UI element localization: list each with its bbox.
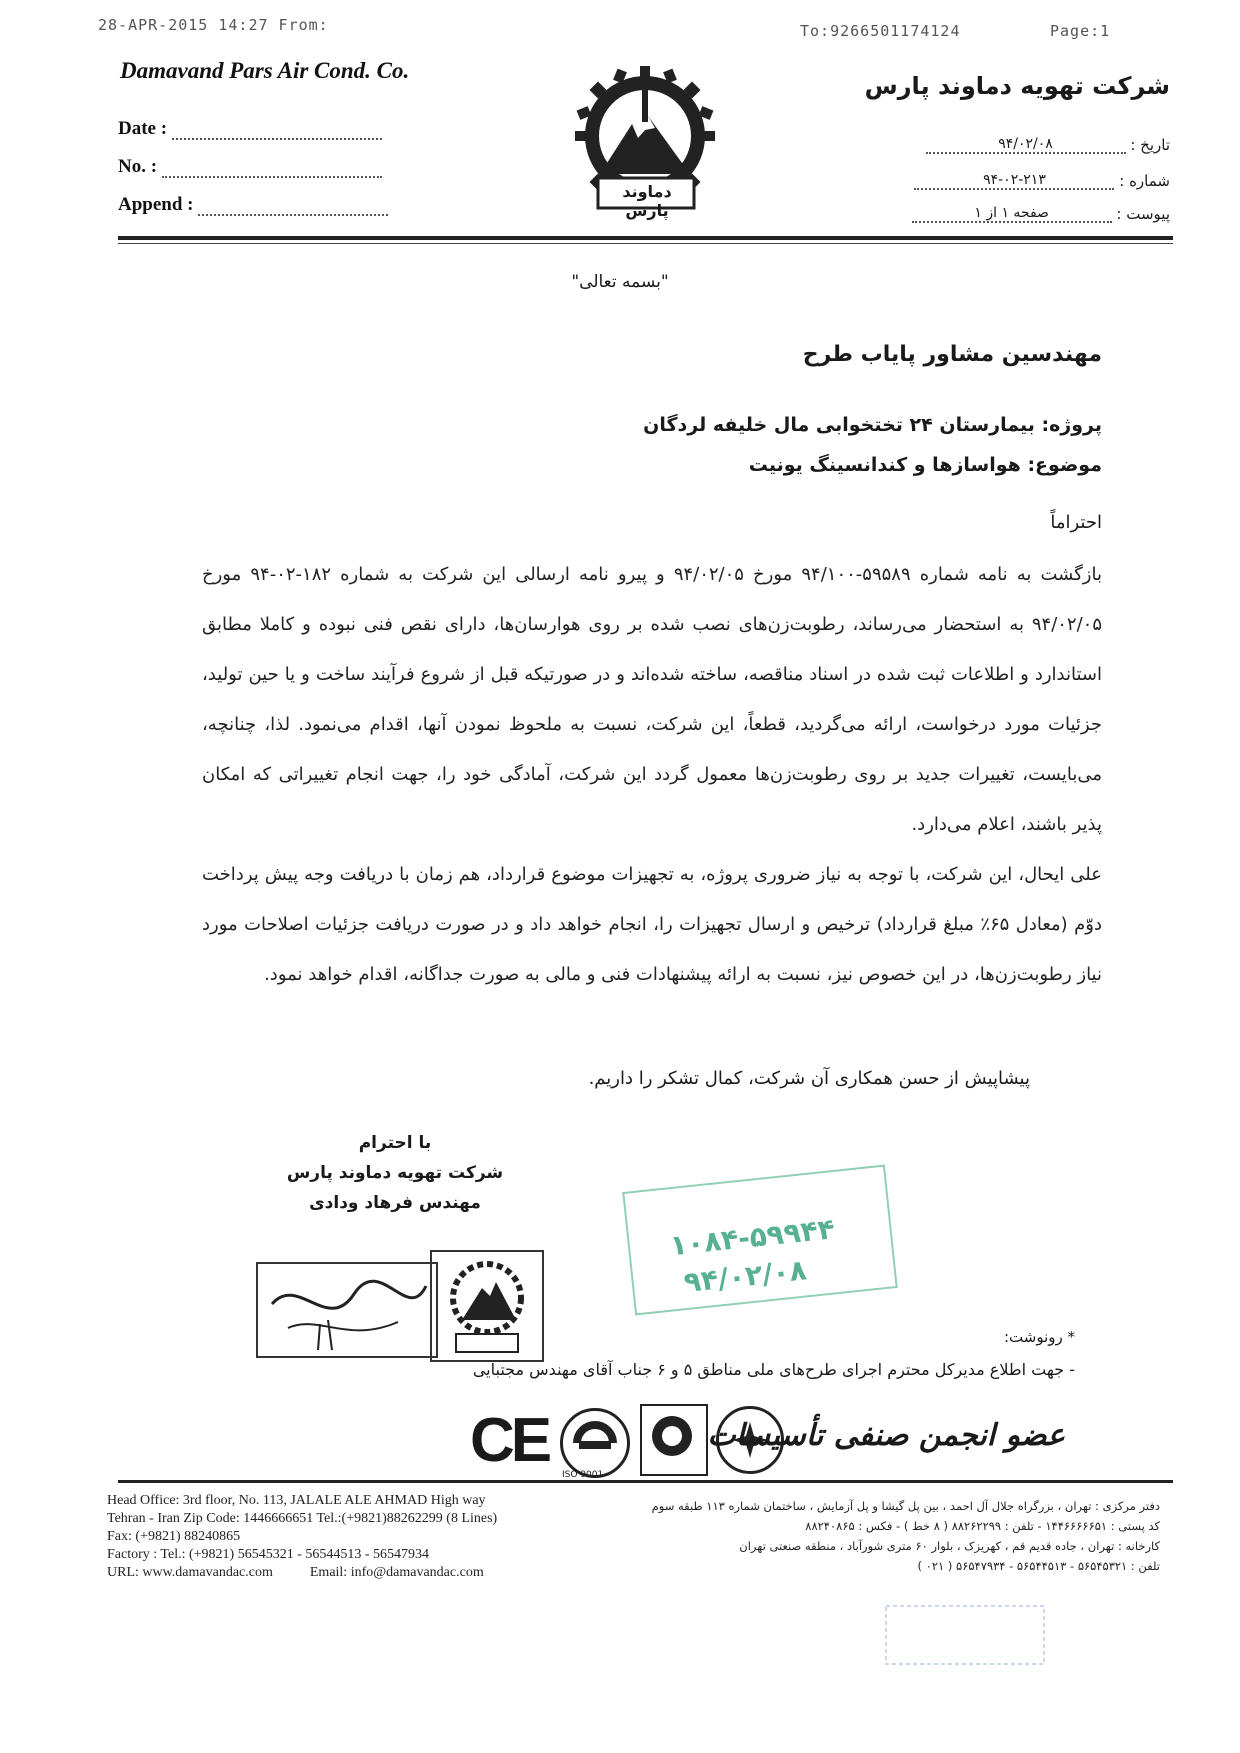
date-label: Date : bbox=[118, 118, 168, 139]
quality-mark-icon bbox=[640, 1404, 708, 1476]
date-field bbox=[118, 118, 382, 140]
number-label: No. : bbox=[118, 156, 158, 177]
footer-fa-line1: دفتر مرکزی : تهران ، بزرگراه جلال آل احمد ، بین پل گیشا و پل آزمایش ، ساختمان شماره ۱۱۳ طبقه سوم bbox=[651, 1499, 1160, 1513]
date-value-fa: ۹۴/۰۲/۰۸ bbox=[926, 136, 1126, 154]
append-label: Append : bbox=[118, 194, 194, 215]
logo-text: دماوند پارس bbox=[622, 182, 672, 220]
footer-rule bbox=[118, 1480, 1173, 1483]
number-label-fa: شماره : bbox=[1119, 172, 1170, 190]
invocation: "بسمه تعالی" bbox=[571, 272, 669, 292]
footer-fa-line4: تلفن : ۵۶۵۴۵۳۲۱ - ۵۶۵۴۴۵۱۳ - ۵۶۵۴۷۹۳۴ ( ۰۲۱ ) bbox=[917, 1559, 1160, 1573]
project-line: پروژه: بیمارستان ۲۴ تختخوابی مال خلیفه لردگان bbox=[643, 414, 1102, 436]
footer-url: URL: www.damavandac.com bbox=[107, 1565, 273, 1580]
cc-line: - جهت اطلاع مدیرکل محترم اجرای طرح‌های ملی مناطق ۵ و ۶ جناب آقای مهندس مجتبایی bbox=[472, 1360, 1075, 1379]
footer-en-line5 bbox=[107, 1564, 627, 1582]
faint-stamp bbox=[880, 1600, 1050, 1670]
company-stamp bbox=[256, 1262, 438, 1358]
footer-fa bbox=[560, 1496, 1160, 1576]
number-field-fa bbox=[870, 172, 1170, 190]
subject-line: موضوع: هواسازها و کندانسینگ یونیت bbox=[748, 454, 1102, 476]
ce-mark-icon: CE bbox=[470, 1406, 549, 1475]
received-date: ۹۴/۰۲/۰۸ bbox=[682, 1253, 809, 1300]
footer-en-line4: Factory : Tel.: (+9821) 56545321 - 56544513 - 56547934 bbox=[107, 1547, 430, 1562]
greeting: احتراماً bbox=[1050, 512, 1102, 533]
append-field bbox=[118, 194, 388, 216]
footer-en-line3: Fax: (+9821) 88240865 bbox=[107, 1529, 241, 1544]
fax-datetime: 28-APR-2015 14:27 From: bbox=[98, 16, 329, 34]
cc-label: * رونوشت: bbox=[1003, 1328, 1075, 1346]
number-value-fa: ۹۴-۰۲-۲۱۳ bbox=[914, 172, 1114, 190]
thanks-line: پیشاپیش از حسن همکاری آن شرکت، کمال تشکر را داریم. bbox=[588, 1068, 1030, 1089]
paragraph-1: بازگشت به نامه شماره ۵۹۵۸۹-۹۴/۱۰۰ مورخ ۹۴/۰۲/۰۵ و پیرو نامه ارسالی این شرکت به شماره ۱۸۲-۰۲-۹۴ مورخ ۹۴/۰۲/۰۵ به استحضار می‌رساند، رطوبت‌زن‌های نصب شده بر روی هوارسان‌ها، دارای نقص فنی نبوده و کاملا مطابق استاندارد و اطلاعات ثبت شده در اسناد مناقصه، ساخته شده‌اند و در صورتیکه قبل از شروع فرآیند ساخت و یا حین تولید، جزئیات مورد درخواست، ارائه می‌گردید، قطعاً، این شرکت، نسبت به ملحوظ نمودن آنها، اقدام می‌نمود. لذا، چنانچه، می‌بایست، تغییرات جدید بر روی رطوبت‌زن‌ها معمول گردد این شرکت، آمادگی خود را، جهت انجام تغییراتی که امکان پذیر باشند، اعلام می‌دارد. bbox=[202, 564, 1102, 835]
date-label-fa: تاریخ : bbox=[1130, 136, 1170, 154]
signer-company: شرکت تهویه دماوند پارس bbox=[286, 1163, 504, 1183]
membership-text: عضو انجمن صنفی تأسیسات bbox=[707, 1418, 1065, 1453]
header-rule-thin bbox=[118, 243, 1173, 244]
received-stamp bbox=[622, 1165, 898, 1316]
logo-stamp bbox=[430, 1250, 544, 1362]
iso-label: ISO 9001 bbox=[562, 1470, 604, 1480]
attach-label-fa: پیوست : bbox=[1116, 205, 1170, 223]
footer-email: Email: info@damavandac.com bbox=[309, 1565, 484, 1580]
company-logo bbox=[560, 66, 730, 226]
fax-page: Page:1 bbox=[1050, 22, 1111, 40]
footer-fa-line3: کارخانه : تهران ، جاده قدیم قم ، کهریزک ، بلوار ۶۰ متری شورآباد ، منطقه صنعتی تهران bbox=[739, 1539, 1160, 1553]
company-name-en: Damavand Pars Air Cond. Co. bbox=[120, 58, 410, 83]
signature-block bbox=[280, 1128, 510, 1218]
footer-en-line2: Tehran - Iran Zip Code: 1446666651 Tel.:(+9821)88262299 (8 Lines) bbox=[107, 1511, 498, 1526]
fax-recipient: To:9266501174124 bbox=[800, 22, 961, 40]
company-name-fa: شرکت تهویه دماوند پارس bbox=[864, 72, 1170, 100]
standard-mark-icon bbox=[560, 1408, 630, 1478]
header-rule bbox=[118, 236, 1173, 240]
attach-value-fa: صفحه ۱ از ۱ bbox=[912, 205, 1112, 223]
handwritten-signature-icon bbox=[258, 1264, 436, 1356]
footer-fa-line2: کد پستی : ۱۴۴۶۶۶۶۶۵۱ - تلفن : ۸۸۲۶۲۲۹۹ ( ۸ خط ) - فکس : ۸۸۲۴۰۸۶۵ bbox=[805, 1519, 1160, 1533]
footer-en-line1: Head Office: 3rd floor, No. 113, JALALE ALE AHMAD High way bbox=[107, 1493, 486, 1508]
attach-field-fa bbox=[870, 205, 1170, 223]
footer-en bbox=[107, 1492, 627, 1582]
recipient: مهندسین مشاور پایاب طرح bbox=[802, 342, 1102, 367]
paragraph-2: علی ایحال، این شرکت، با توجه به نیاز ضروری پروژه، به تجهیزات موضوع قرارداد، هم زمان با دریافت وجه پیش پرداخت دوّم (معادل ۶۵٪ مبلغ قرارداد) ترخیص و ارسال تجهیزات را، انجام خواهد داد و در صورت دریافت جزئیات اصلاحات مورد نیاز رطوبت‌زن‌ها، در این خصوص نیز، نسبت به ارائه پیشنهادات فنی و مالی به صورت جداگانه، اقدام خواهد نمود. bbox=[202, 864, 1102, 985]
stamp-logo-icon bbox=[432, 1252, 542, 1360]
signer-name: مهندس فرهاد ودادی bbox=[309, 1193, 481, 1213]
date-field-fa bbox=[870, 136, 1170, 154]
number-field bbox=[118, 156, 382, 178]
closing: با احترام bbox=[358, 1133, 432, 1153]
received-number: ۱۰۸۴-۵۹۹۴۴ bbox=[668, 1212, 837, 1263]
